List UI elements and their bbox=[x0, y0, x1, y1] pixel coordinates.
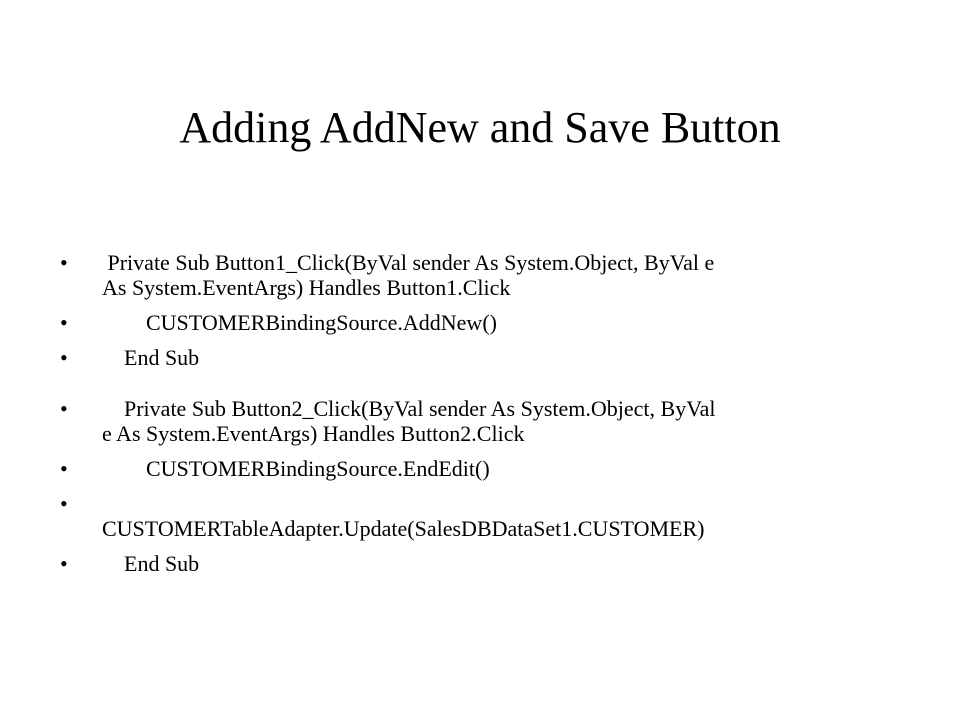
bullet-marker: • bbox=[60, 551, 68, 576]
code-line: CUSTOMERBindingSource.EndEdit() bbox=[102, 456, 490, 481]
bullet-marker: • bbox=[60, 250, 68, 275]
bullet-item bbox=[60, 456, 870, 481]
code-line: Private Sub Button2_Click(ByVal sender As System.Object, ByVal bbox=[102, 396, 716, 421]
bullet-item bbox=[60, 250, 870, 300]
bullet-marker: • bbox=[60, 310, 68, 335]
code-line: CUSTOMERBindingSource.AddNew() bbox=[102, 310, 497, 335]
code-line: End Sub bbox=[102, 345, 200, 370]
bullet-marker: • bbox=[60, 456, 68, 481]
code-line: As System.EventArgs) Handles Button1.Click bbox=[102, 275, 511, 300]
bullet-marker: • bbox=[60, 345, 68, 370]
code-line: End Sub bbox=[102, 551, 200, 576]
code-line: CUSTOMERTableAdapter.Update(SalesDBDataSet1.CUSTOMER) bbox=[102, 516, 705, 541]
code-line: Private Sub Button1_Click(ByVal sender As System.Object, ByVal e bbox=[102, 250, 715, 275]
bullet-item bbox=[60, 396, 870, 446]
bullet-item bbox=[60, 551, 870, 576]
bullet-marker: • bbox=[60, 396, 68, 421]
bullet-marker: • bbox=[60, 491, 68, 516]
bullet-list bbox=[60, 250, 870, 586]
bullet-item bbox=[60, 345, 870, 370]
code-line: e As System.EventArgs) Handles Button2.Click bbox=[102, 421, 525, 446]
bullet-item bbox=[60, 491, 870, 541]
slide-title: Adding AddNew and Save Button bbox=[179, 103, 781, 152]
code-line bbox=[102, 491, 870, 516]
bullet-item bbox=[60, 310, 870, 335]
